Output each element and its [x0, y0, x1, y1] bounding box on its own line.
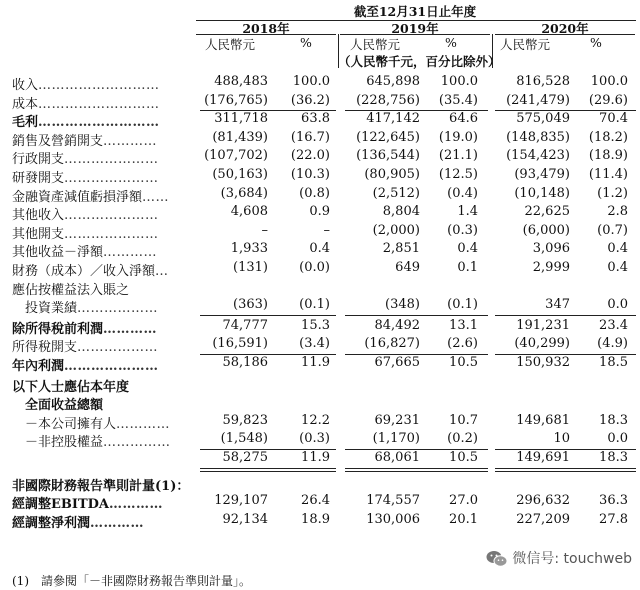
- percent-cell: 27.8: [599, 511, 628, 527]
- row-label-text: 全面收益總額: [12, 398, 104, 414]
- row-label: [12, 279, 129, 298]
- percent-cell: (0.2): [447, 431, 478, 447]
- amount-cell: (2,000): [372, 222, 420, 238]
- percent-cell: (0.4): [447, 185, 478, 201]
- percent-cell: 0.4: [607, 260, 628, 275]
- leader-dots: …………………: [64, 359, 159, 374]
- subtotal-rule: [200, 471, 336, 472]
- amount-cell: (241,479): [506, 92, 570, 108]
- subtotal-rule: [200, 449, 336, 450]
- row-label-text: 研發開支: [12, 171, 65, 186]
- row-label: [12, 376, 129, 395]
- subtotal-rule: [345, 354, 488, 355]
- row-label-text: 以下人士應佔本年度: [12, 379, 130, 395]
- amount-cell: 417,142: [366, 111, 420, 127]
- subtotal-rule: [495, 449, 636, 450]
- percent-cell: (12.5): [438, 167, 478, 182]
- percent-cell: (18.2): [588, 129, 628, 145]
- leader-dots: …………: [109, 497, 164, 513]
- subtotal-rule: [345, 468, 488, 469]
- leader-dots: ……………: [103, 435, 171, 451]
- leader-dots: …………………: [64, 171, 159, 186]
- percent-cell: (36.2): [290, 92, 330, 108]
- percent-cell: 70.4: [599, 111, 628, 127]
- percent-cell: (0.7): [597, 222, 628, 238]
- row-label-text: 應佔按權益法入賬之: [12, 282, 130, 298]
- amount-cell: 58,275: [222, 450, 268, 465]
- amount-cell: 59,823: [222, 412, 268, 428]
- amount-cell: 129,107: [214, 493, 268, 509]
- row-label: [12, 318, 157, 337]
- percent-cell: (16.7): [290, 129, 330, 145]
- row-label-text: 其他收益－淨額: [12, 245, 104, 261]
- percent-cell: (21.1): [438, 148, 478, 164]
- amount-cell: 10: [553, 431, 570, 447]
- percent-cell: 64.6: [449, 111, 478, 127]
- leader-dots: …………: [116, 416, 171, 432]
- amount-cell: (16,827): [364, 336, 420, 352]
- percent-cell: 1.4: [457, 204, 478, 220]
- amount-cell: 92,134: [222, 511, 268, 527]
- percent-cell: (18.9): [588, 148, 628, 164]
- amount-cell: (348): [385, 297, 420, 313]
- subtotal-rule: [200, 468, 336, 469]
- amount-cell: (1,170): [372, 431, 420, 447]
- row-label-text: 財務（成本）／收入淨額: [12, 264, 156, 279]
- percent-cell: (22.0): [290, 148, 330, 164]
- subtotal-rule: [495, 471, 636, 472]
- leader-dots: …………: [103, 133, 158, 149]
- row-label: [12, 394, 103, 413]
- year-2019: 2019年: [391, 21, 439, 36]
- amount-cell: (122,645): [356, 129, 420, 145]
- amount-cell: 816,528: [516, 74, 570, 89]
- percent-cell: (0.0): [299, 260, 330, 275]
- amount-cell: 149,691: [516, 450, 570, 465]
- percent-cell: 0.0: [607, 431, 628, 447]
- row-label: [12, 74, 160, 93]
- percent-cell: 0.0: [607, 297, 628, 313]
- percent-cell: (4.9): [597, 336, 628, 352]
- percent-cell: (2.6): [447, 336, 478, 352]
- percent-cell: 18.5: [599, 355, 628, 370]
- row-label: [12, 130, 157, 149]
- amount-cell: 1,933: [230, 241, 268, 257]
- amount-cell: (228,756): [356, 92, 420, 108]
- currency-2020: 人民幣元: [500, 37, 551, 52]
- row-label: [12, 260, 169, 279]
- row-label: [12, 186, 169, 205]
- row-label-text: 成本: [12, 96, 39, 112]
- percent-2020: %: [590, 35, 602, 50]
- amount-cell: (148,835): [506, 129, 570, 145]
- percent-cell: 12.2: [301, 412, 330, 428]
- percent-2018: %: [300, 35, 312, 50]
- leader-dots: …………………: [64, 208, 159, 224]
- leader-dots: …………: [103, 245, 158, 261]
- row-label: [12, 241, 157, 260]
- percent-cell: 100.0: [292, 74, 330, 89]
- amount-cell: (81,439): [212, 129, 268, 145]
- amount-cell: (136,544): [356, 148, 420, 164]
- amount-cell: 2,999: [532, 260, 570, 275]
- row-label: [12, 475, 189, 494]
- percent-cell: (3.4): [299, 336, 330, 352]
- percent-cell: (19.0): [438, 129, 478, 145]
- leader-dots: …………………: [64, 226, 159, 242]
- amount-cell: 74,777: [222, 317, 268, 333]
- percent-cell: 18.9: [301, 511, 330, 527]
- percent-cell: 100.0: [590, 74, 628, 89]
- amount-cell: 130,006: [366, 511, 420, 527]
- row-label: [12, 297, 158, 316]
- row-label-text: 銷售及營銷開支: [12, 133, 104, 149]
- row-label-text: －本公司擁有人: [12, 416, 117, 432]
- subtotal-rule: [495, 354, 636, 355]
- row-label: [12, 431, 171, 450]
- percent-cell: (35.4): [438, 92, 478, 108]
- currency-2018: 人民幣元: [205, 37, 256, 52]
- percent-cell: 11.9: [301, 450, 330, 465]
- subtotal-rule: [345, 110, 488, 111]
- percent-cell: (29.6): [588, 92, 628, 108]
- amount-cell: 84,492: [374, 317, 420, 333]
- leader-dots: ………………: [77, 340, 159, 356]
- percent-cell: 18.3: [599, 450, 628, 465]
- leader-dots: ………………………: [38, 96, 160, 112]
- percent-cell: 36.3: [599, 493, 628, 509]
- row-label-text: 投資業績: [12, 301, 78, 317]
- row-label: [12, 223, 159, 242]
- row-label-text: 所得稅開支: [12, 340, 78, 356]
- row-label-text: 非國際財務報告準則計量(1)：: [12, 478, 190, 494]
- percent-cell: (1.2): [597, 185, 628, 201]
- currency-2019: 人民幣元: [350, 37, 401, 52]
- percent-cell: 10.7: [449, 412, 478, 428]
- subtotal-rule: [200, 354, 336, 355]
- percent-cell: (0.3): [447, 222, 478, 238]
- amount-cell: 22,625: [524, 204, 570, 220]
- amount-cell: 8,804: [382, 204, 420, 220]
- leader-dots: ………………………: [38, 78, 160, 93]
- wechat-watermark: [486, 548, 632, 568]
- row-label-text: 年內利潤: [12, 359, 65, 374]
- percent-cell: –: [323, 222, 330, 238]
- row-label: [12, 93, 160, 112]
- percent-cell: 2.8: [607, 204, 628, 220]
- unit-note: （人民幣千元，百分比除外）: [338, 54, 501, 69]
- amount-cell: 174,557: [366, 493, 420, 509]
- amount-cell: 311,718: [214, 111, 268, 127]
- amount-cell: 645,898: [366, 74, 420, 89]
- subtotal-rule: [495, 315, 636, 316]
- subtotal-rule: [345, 471, 488, 472]
- percent-cell: (0.3): [299, 431, 330, 447]
- row-label: [12, 512, 144, 531]
- subtotal-rule: [495, 468, 636, 469]
- amount-cell: (40,299): [514, 336, 570, 352]
- subtotal-rule: [345, 315, 488, 316]
- amount-cell: (1,548): [220, 431, 268, 447]
- row-label: [12, 167, 159, 186]
- percent-cell: 10.5: [449, 450, 478, 465]
- amount-cell: 3,096: [532, 241, 570, 257]
- row-label-text: 除所得稅前利潤: [12, 321, 104, 337]
- row-label-text: 收入: [12, 78, 39, 93]
- amount-cell: (131): [233, 260, 268, 275]
- leader-dots: ………………………: [38, 115, 160, 131]
- percent-cell: 13.1: [449, 317, 478, 333]
- amount-cell: 68,061: [374, 450, 420, 465]
- year-2020: 2020年: [541, 21, 589, 36]
- wechat-icon: [486, 550, 508, 568]
- percent-2019: %: [445, 35, 457, 50]
- amount-cell: 296,632: [516, 493, 570, 509]
- amount-cell: –: [261, 222, 268, 238]
- col-divider-1: [338, 34, 339, 68]
- amount-cell: 67,665: [374, 355, 420, 370]
- percent-cell: 18.3: [599, 412, 628, 428]
- leader-dots: …………: [103, 321, 158, 337]
- percent-cell: (10.3): [290, 167, 330, 182]
- percent-cell: 26.4: [301, 493, 330, 509]
- leader-dots: …………………: [64, 152, 159, 168]
- percent-cell: 10.5: [449, 355, 478, 370]
- leader-dots: ………………: [77, 301, 159, 317]
- percent-cell: 0.1: [457, 260, 478, 275]
- percent-cell: (0.8): [299, 185, 330, 201]
- percent-cell: 63.8: [301, 111, 330, 127]
- amount-cell: 649: [395, 260, 420, 275]
- leader-dots: …………: [90, 515, 145, 531]
- amount-cell: 2,851: [382, 241, 420, 257]
- row-label: [12, 413, 170, 432]
- row-label-text: 金融資產減值虧損淨額: [12, 189, 143, 205]
- percent-cell: (0.1): [299, 297, 330, 313]
- amount-cell: 347: [545, 297, 570, 313]
- amount-cell: 149,681: [516, 412, 570, 428]
- footnote: (1) 請參閱「－非國際財務報告準則計量」。: [12, 574, 251, 588]
- percent-cell: 11.9: [301, 355, 330, 370]
- amount-cell: 58,186: [222, 355, 268, 370]
- col-divider-2: [492, 34, 493, 68]
- subtotal-rule: [495, 110, 636, 111]
- amount-cell: (107,702): [204, 148, 268, 164]
- percent-cell: 23.4: [599, 317, 628, 333]
- amount-cell: (3,684): [220, 185, 268, 201]
- amount-cell: (16,591): [212, 336, 268, 352]
- watermark-text: 微信号: touchweb: [512, 551, 632, 567]
- amount-cell: (93,479): [514, 167, 570, 182]
- amount-cell: 227,209: [516, 511, 570, 527]
- percent-cell: (0.1): [447, 297, 478, 313]
- amount-cell: (50,163): [212, 167, 268, 182]
- amount-cell: (154,423): [506, 148, 570, 164]
- amount-cell: 69,231: [374, 412, 420, 428]
- amount-cell: 575,049: [516, 111, 570, 127]
- subtotal-rule: [345, 449, 488, 450]
- percent-cell: 0.9: [309, 204, 330, 220]
- row-label: [12, 111, 160, 130]
- percent-cell: 0.4: [309, 241, 330, 257]
- amount-cell: 4,608: [230, 204, 268, 220]
- row-label-text: －非控股權益: [12, 435, 104, 451]
- year-2018: 2018年: [242, 21, 290, 36]
- percent-cell: 0.4: [607, 241, 628, 257]
- row-label-text: 毛利: [12, 115, 39, 131]
- row-label: [12, 336, 158, 355]
- amount-cell: (2,512): [372, 185, 420, 201]
- period-header: 截至12月31日止年度: [353, 4, 477, 19]
- row-label: [12, 204, 159, 223]
- amount-cell: (80,905): [364, 167, 420, 182]
- subtotal-rule: [200, 110, 336, 111]
- row-label-text: 行政開支: [12, 152, 65, 168]
- percent-cell: (11.4): [588, 167, 628, 182]
- row-label: [12, 148, 159, 167]
- row-label-text: 經調整淨利潤: [12, 515, 91, 531]
- percent-cell: 100.0: [440, 74, 478, 89]
- percent-cell: 0.4: [457, 241, 478, 257]
- amount-cell: (363): [233, 297, 268, 313]
- amount-cell: (176,765): [204, 92, 268, 108]
- row-label-text: 經調整EBITDA: [12, 497, 110, 513]
- row-label: [12, 493, 163, 512]
- row-label: [12, 355, 159, 374]
- row-label-text: 其他開支: [12, 226, 65, 242]
- amount-cell: (6,000): [522, 222, 570, 238]
- row-label-text: 其他收入: [12, 208, 65, 224]
- amount-cell: (10,148): [514, 185, 570, 201]
- amount-cell: 191,231: [516, 317, 570, 333]
- leader-dots: ……: [142, 189, 170, 205]
- percent-cell: 15.3: [301, 317, 330, 333]
- subtotal-rule: [200, 315, 336, 316]
- percent-cell: 20.1: [449, 511, 478, 527]
- leader-dots: …: [155, 264, 169, 279]
- amount-cell: 150,932: [516, 355, 570, 370]
- amount-cell: 488,483: [214, 74, 268, 89]
- percent-cell: 27.0: [449, 493, 478, 509]
